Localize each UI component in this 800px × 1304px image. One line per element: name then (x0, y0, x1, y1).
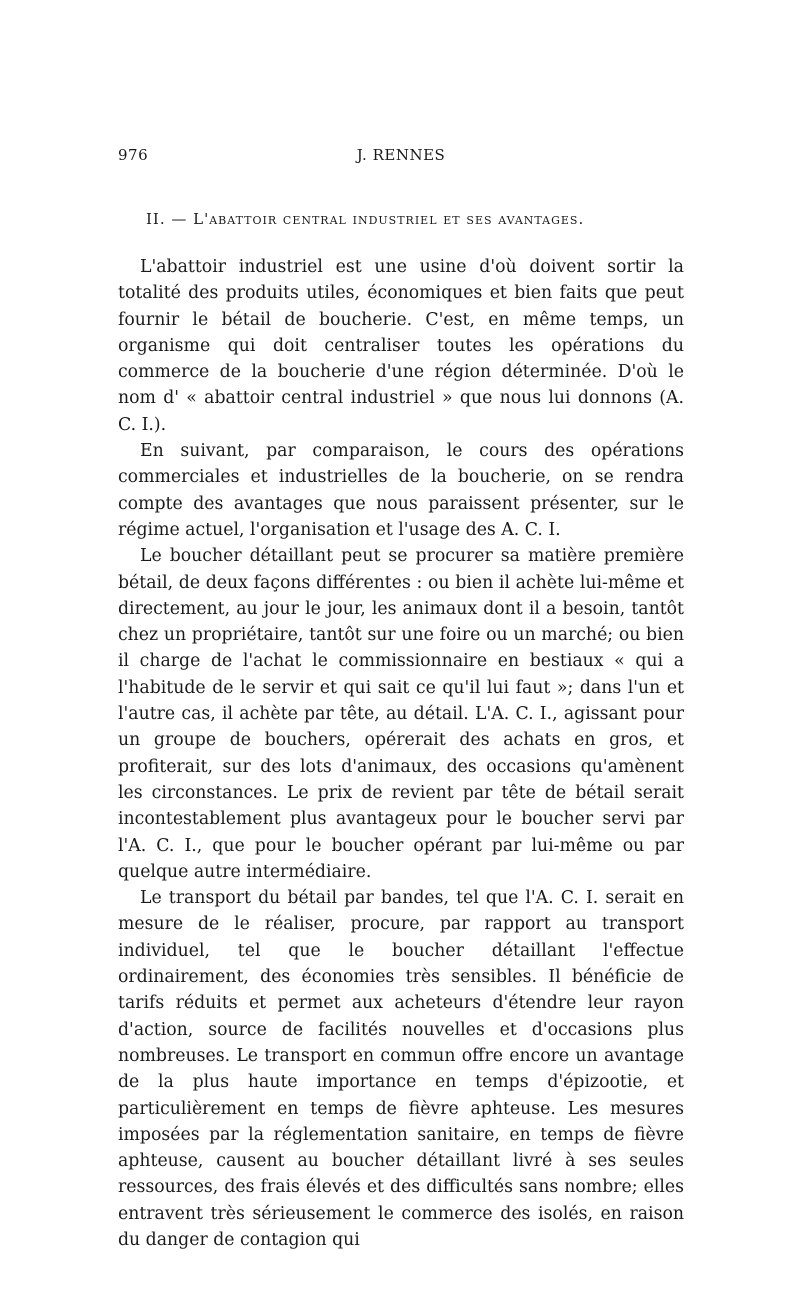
paragraph: Le boucher détaillant peut se procurer sa matière première bétail, de deux façons différentes : ou bien il achète lui-même et directement, au jour le jour, les animaux dont il a besoin, tantôt chez un propriétaire, tantôt sur une foire ou un marché; ou bien il charge de l'achat le commissionnaire en bestiaux « qui a l'habitude de le servir et qui sait ce qu'il lui faut »; dans l'un et l'autre cas, il achète par tête, au détail. L'A. C. I., agissant pour un groupe de bouchers, opérerait des achats en gros, et profiterait, sur des lots d'animaux, des occasions qu'amènent les circonstances. Le prix de revient par tête de bétail serait incontestablement plus avantageux pour le boucher servi par l'A. C. I., que pour le boucher opérant par lui-même ou par quelque autre intermédiaire. (118, 546, 684, 882)
paragraph: En suivant, par comparaison, le cours des opérations commerciales et industrielles de la boucherie, on se rendra compte des avantages que nous paraissent présenter, sur le régime actuel, l'organisation et l'usage des A. C. I. (118, 441, 684, 540)
paragraph: Le transport du bétail par bandes, tel que l'A. C. I. serait en mesure de le réaliser, procure, par rapport au transport individuel, tel que le boucher détaillant l'effectue ordinairement, des économies très sensibles. Il bénéficie de tarifs réduits et permet aux acheteurs d'étendre leur rayon d'action, source de facilités nouvelles et d'occasions plus nombreuses. Le transport en commun offre encore un avantage de la plus haute importance en temps d'épizootie, et particulièrement en temps de fièvre aphteuse. Les mesures imposées par la réglementation sanitaire, en temps de fièvre aphteuse, causent au boucher détaillant livré à ses seules ressources, des frais élevés et des difficultés sans nombre; elles entravent très sérieusement le commerce des isolés, en raison du danger de contagion qui (118, 888, 684, 1250)
paragraph: L'abattoir industriel est une usine d'où doivent sortir la totalité des produits utiles, économiques et bien faits que peut fournir le bétail de boucherie. C'est, en même temps, un organisme qui doit centraliser toutes les opérations du commerce de la boucherie d'une région déterminée. D'où le nom d' « abattoir central industriel » que nous lui donnons (A. C. I.). (118, 257, 684, 435)
running-head-author: J. RENNES (356, 146, 446, 164)
body-text (118, 254, 684, 1253)
page-number: 976 (118, 146, 149, 164)
running-head (118, 146, 684, 170)
section-heading: II. — L'abattoir central industriel et ses avantages. (146, 210, 585, 228)
